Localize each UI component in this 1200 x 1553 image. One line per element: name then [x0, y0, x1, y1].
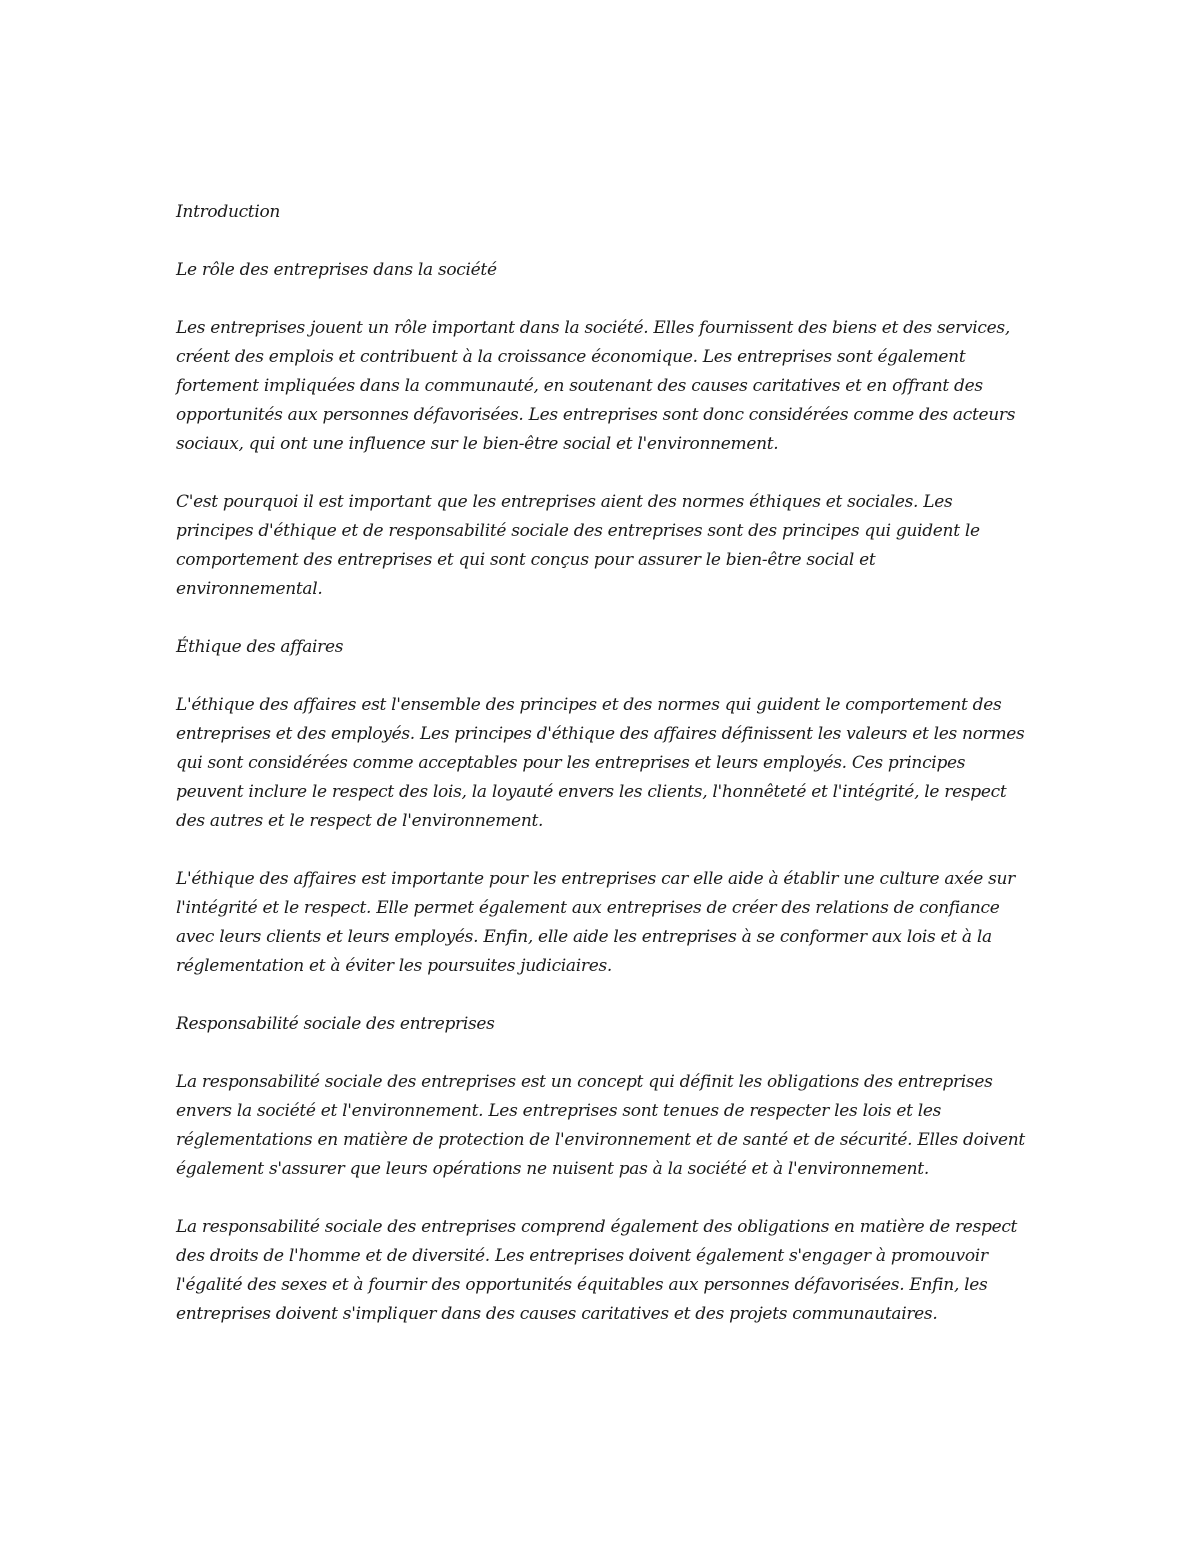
paragraph: L'éthique des affaires est l'ensemble des principes et des normes qui guident le comportement des entreprises et des employés. Les principes d'éthique des affaires définissent les valeurs et les normes qui sont considérées comme acceptables pour les entreprises et leurs employés. Ces principes peuvent inclure le respect des lois, la loyauté envers les clients, l'honnêteté et l'intégrité, le respect des autres et le respect de l'environnement. — [176, 695, 1025, 831]
section-heading-rse: Responsabilité sociale des entreprises — [176, 1014, 495, 1034]
section-heading-ethique: Éthique des affaires — [176, 637, 344, 657]
paragraph: Les entreprises jouent un rôle important dans la société. Elles fournissent des biens et des services, créent des emplois et contribuent à la croissance économique. Les entreprises sont également fortement impliquées dans la communauté, en soutenant des causes caritatives et en offrant des opportunités aux personnes défavorisées. Les entreprises sont donc considérées comme des acteurs sociaux, qui ont une influence sur le bien-être social et l'environnement. — [176, 318, 1016, 454]
paragraph: La responsabilité sociale des entreprises est un concept qui définit les obligations des entreprises envers la société et l'environnement. Les entreprises sont tenues de respecter les lois et les réglementations en matière de protection de l'environnement et de santé et de sécurité. Elles doivent également s'assurer que leurs opérations ne nuisent pas à la société et à l'environnement. — [176, 1072, 1025, 1179]
document-body — [176, 198, 1026, 1358]
document-title: Introduction — [176, 202, 281, 222]
paragraph: La responsabilité sociale des entreprises comprend également des obligations en matière de respect des droits de l'homme et de diversité. Les entreprises doivent également s'engager à promouvoir l'égalité des sexes et à fournir des opportunités équitables aux personnes défavorisées. Enfin, les entreprises doivent s'impliquer dans des causes caritatives et des projets communautaires. — [176, 1217, 1018, 1324]
section-heading-role: Le rôle des entreprises dans la société — [176, 260, 497, 280]
paragraph: C'est pourquoi il est important que les entreprises aient des normes éthiques et sociales. Les principes d'éthique et de responsabilité sociale des entreprises sont des principes qui guident le comportement des entreprises et qui sont conçus pour assurer le bien-être social et environnemental. — [176, 492, 980, 599]
paragraph: L'éthique des affaires est importante pour les entreprises car elle aide à établir une culture axée sur l'intégrité et le respect. Elle permet également aux entreprises de créer des relations de confiance avec leurs clients et leurs employés. Enfin, elle aide les entreprises à se conformer aux lois et à la réglementation et à éviter les poursuites judiciaires. — [176, 869, 1015, 976]
